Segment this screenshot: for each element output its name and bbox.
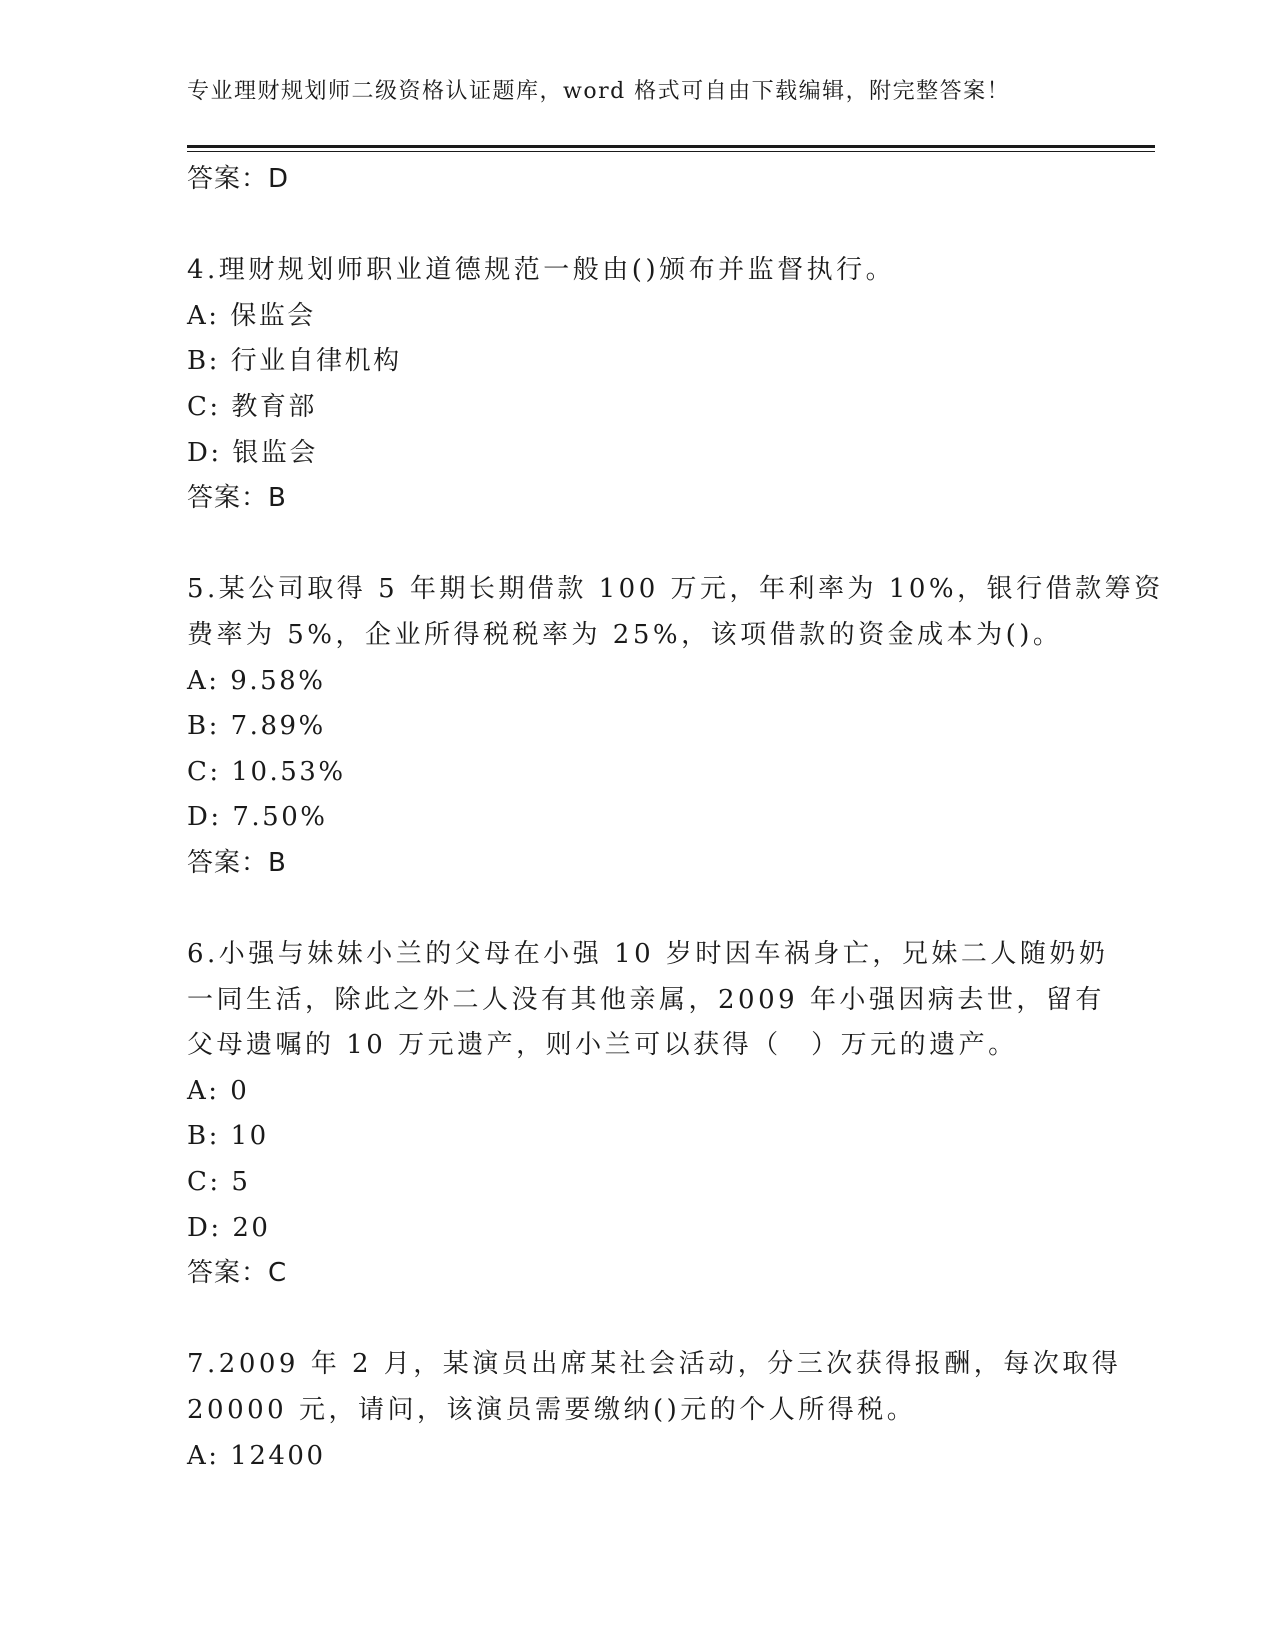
- document-body: [187, 157, 1164, 1479]
- option-item: A: 保监会: [187, 300, 316, 331]
- answer-line: 答案：B: [187, 483, 287, 514]
- option-item: B: 7.89%: [187, 711, 326, 742]
- answer-line: 答案：B: [187, 847, 287, 878]
- header-rule-thin: [187, 151, 1155, 152]
- option-item: C: 10.53%: [187, 756, 346, 787]
- block-spacer: [187, 522, 1087, 568]
- question-text: 一同生活，除此之外二人没有其他亲属，2009 年小强因病去世，留有: [187, 984, 1105, 1015]
- page-header: 专业理财规划师二级资格认证题库，word 格式可自由下载编辑，附完整答案！: [187, 79, 1011, 104]
- option-item: D: 20: [187, 1212, 271, 1243]
- option-item: A: 9.58%: [187, 665, 326, 696]
- question-text: 7.2009 年 2 月，某演员出席某社会活动，分三次获得报酬，每次取得: [187, 1349, 1122, 1380]
- block-spacer: [187, 203, 1087, 249]
- question-text: 6.小强与妹妹小兰的父母在小强 10 岁时因车祸身亡，兄妹二人随奶奶: [187, 939, 1109, 970]
- option-item: B: 10: [187, 1121, 269, 1152]
- answer-line: 答案：C: [187, 1258, 288, 1289]
- header-rule-thick: [187, 145, 1155, 148]
- option-item: C: 教育部: [187, 391, 317, 422]
- option-item: B: 行业自律机构: [187, 346, 402, 377]
- option-item: C: 5: [187, 1167, 251, 1198]
- question-text: 费率为 5%，企业所得税税率为 25%，该项借款的资金成本为()。: [187, 619, 1063, 650]
- question-text: 20000 元，请问，该演员需要缴纳()元的个人所得税。: [187, 1395, 917, 1426]
- block-spacer: [187, 1297, 1087, 1343]
- question-text: 4.理财规划师职业道德规范一般由()颁布并监督执行。: [187, 255, 896, 286]
- block-spacer: [187, 887, 1087, 933]
- question-text: 5.某公司取得 5 年期长期借款 100 万元，年利率为 10%，银行借款筹资: [187, 574, 1164, 605]
- option-item: D: 银监会: [187, 437, 318, 468]
- option-item: A: 0: [187, 1075, 250, 1106]
- option-item: D: 7.50%: [187, 802, 328, 833]
- answer-line: 答案：D: [187, 164, 290, 194]
- option-item: A: 12400: [187, 1440, 326, 1471]
- question-text: 父母遗嘱的 10 万元遗产，则小兰可以获得（ ）万元的遗产。: [187, 1030, 1018, 1061]
